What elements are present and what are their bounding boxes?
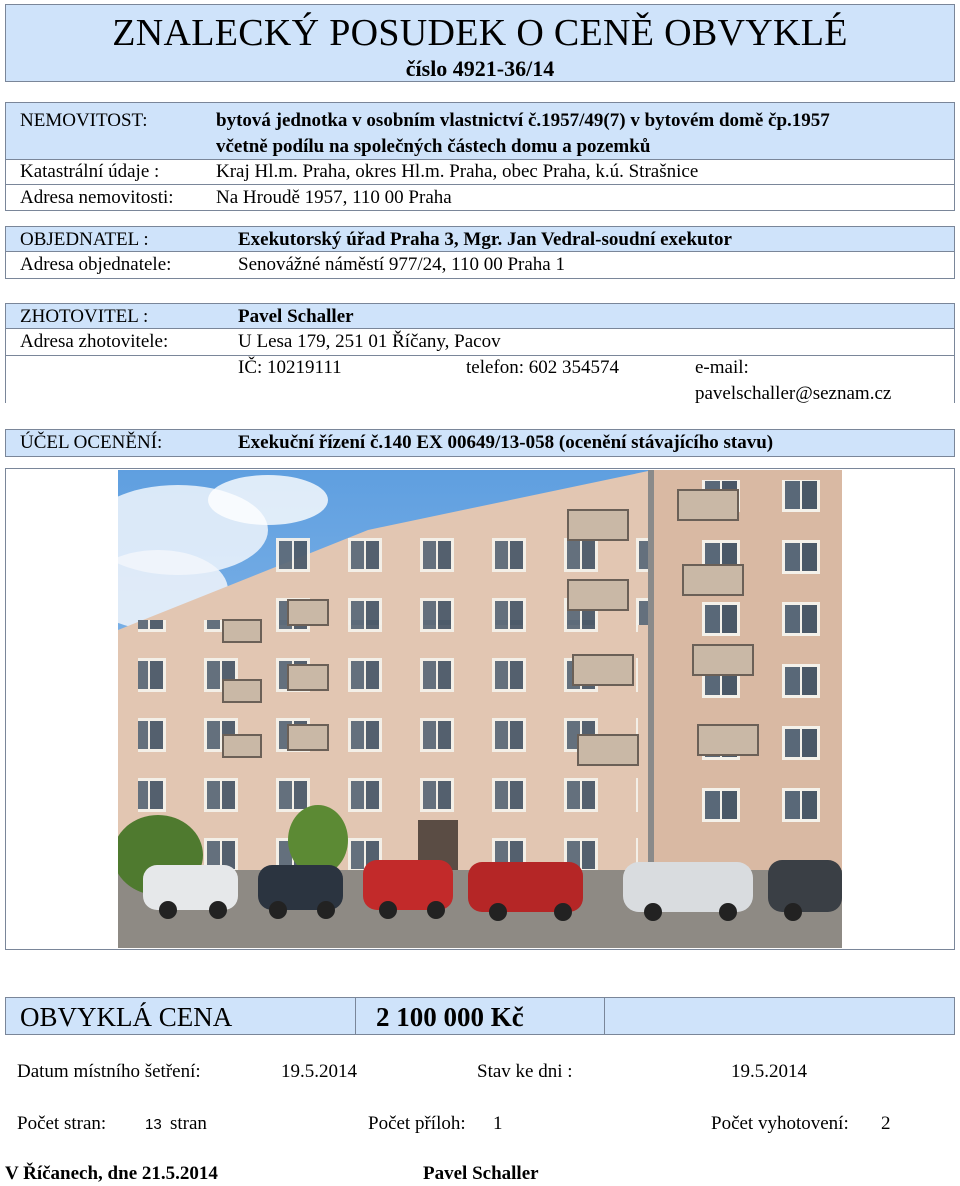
property-label: NEMOVITOST: <box>20 110 148 131</box>
client-border-left <box>5 252 6 278</box>
contractor-phone: telefon: 602 354574 <box>466 357 620 378</box>
state-date-value: 19.5.2014 <box>731 1061 807 1082</box>
property-value-line1: bytová jednotka v osobním vlastnictví č.1957/49(7) v bytovém domě čp.1957 <box>216 110 830 131</box>
address-label: Adresa nemovitosti: <box>20 187 174 208</box>
contractor-border-left <box>5 329 6 403</box>
inspection-date-value: 19.5.2014 <box>281 1061 357 1082</box>
document-title: ZNALECKÝ POSUDEK O CENĚ OBVYKLÉ <box>112 12 848 54</box>
purpose-label: ÚČEL OCENĚNÍ: <box>20 432 163 453</box>
building-photo <box>118 470 842 948</box>
state-date-label: Stav ke dni : <box>477 1061 573 1082</box>
copies-value: 2 <box>881 1113 891 1134</box>
contractor-label: ZHOTOVITEL : <box>20 306 149 327</box>
price-divider-1 <box>355 997 356 1035</box>
contractor-ic: IČ: 10219111 <box>238 357 342 378</box>
price-value: 2 100 000 Kč <box>376 1002 524 1032</box>
cadastral-value: Kraj Hl.m. Praha, okres Hl.m. Praha, obec Praha, k.ú. Strašnice <box>216 161 699 182</box>
cadastral-label: Katastrální údaje : <box>20 161 160 182</box>
price-label: OBVYKLÁ CENA <box>20 1002 233 1032</box>
title-block <box>5 4 955 82</box>
signature-name: Pavel Schaller <box>423 1163 539 1184</box>
contractor-address-label: Adresa zhotovitele: <box>20 331 169 352</box>
contractor-value: Pavel Schaller <box>238 306 354 327</box>
attachments-value: 1 <box>493 1113 503 1134</box>
client-bottom <box>5 278 955 279</box>
property-value-line2: včetně podílu na společných částech domu a pozemků <box>216 136 651 157</box>
attachments-label: Počet příloh: <box>368 1113 466 1134</box>
client-value: Exekutorský úřad Praha 3, Mgr. Jan Vedral-soudní exekutor <box>238 229 732 250</box>
client-address-label: Adresa objednatele: <box>20 254 172 275</box>
contractor-address-value: U Lesa 179, 251 01 Říčany, Pacov <box>238 331 501 352</box>
inspection-date-label: Datum místního šetření: <box>17 1061 201 1082</box>
pages-unit: stran <box>170 1113 207 1134</box>
property-bottom <box>5 210 955 211</box>
property-border-left <box>5 160 6 210</box>
purpose-value: Exekuční řízení č.140 EX 00649/13-058 (ocenění stávajícího stavu) <box>238 432 774 453</box>
property-border-right <box>954 160 955 210</box>
property-divider <box>5 184 955 185</box>
contractor-email-label: e-mail: <box>695 357 749 378</box>
client-address-value: Senovážné náměstí 977/24, 110 00 Praha 1 <box>238 254 565 275</box>
pages-number: 13 <box>145 1116 162 1133</box>
client-label: OBJEDNATEL : <box>20 229 149 250</box>
document-number: číslo 4921-36/14 <box>405 56 555 81</box>
contractor-email: pavelschaller@seznam.cz <box>695 383 892 404</box>
address-value: Na Hroudě 1957, 110 00 Praha <box>216 187 452 208</box>
client-border-right <box>954 252 955 278</box>
copies-label: Počet vyhotovení: <box>711 1113 849 1134</box>
place-date: V Říčanech, dne 21.5.2014 <box>5 1163 218 1184</box>
contractor-border-right <box>954 329 955 403</box>
pages-label: Počet stran: <box>17 1113 107 1134</box>
price-divider-2 <box>604 997 605 1035</box>
